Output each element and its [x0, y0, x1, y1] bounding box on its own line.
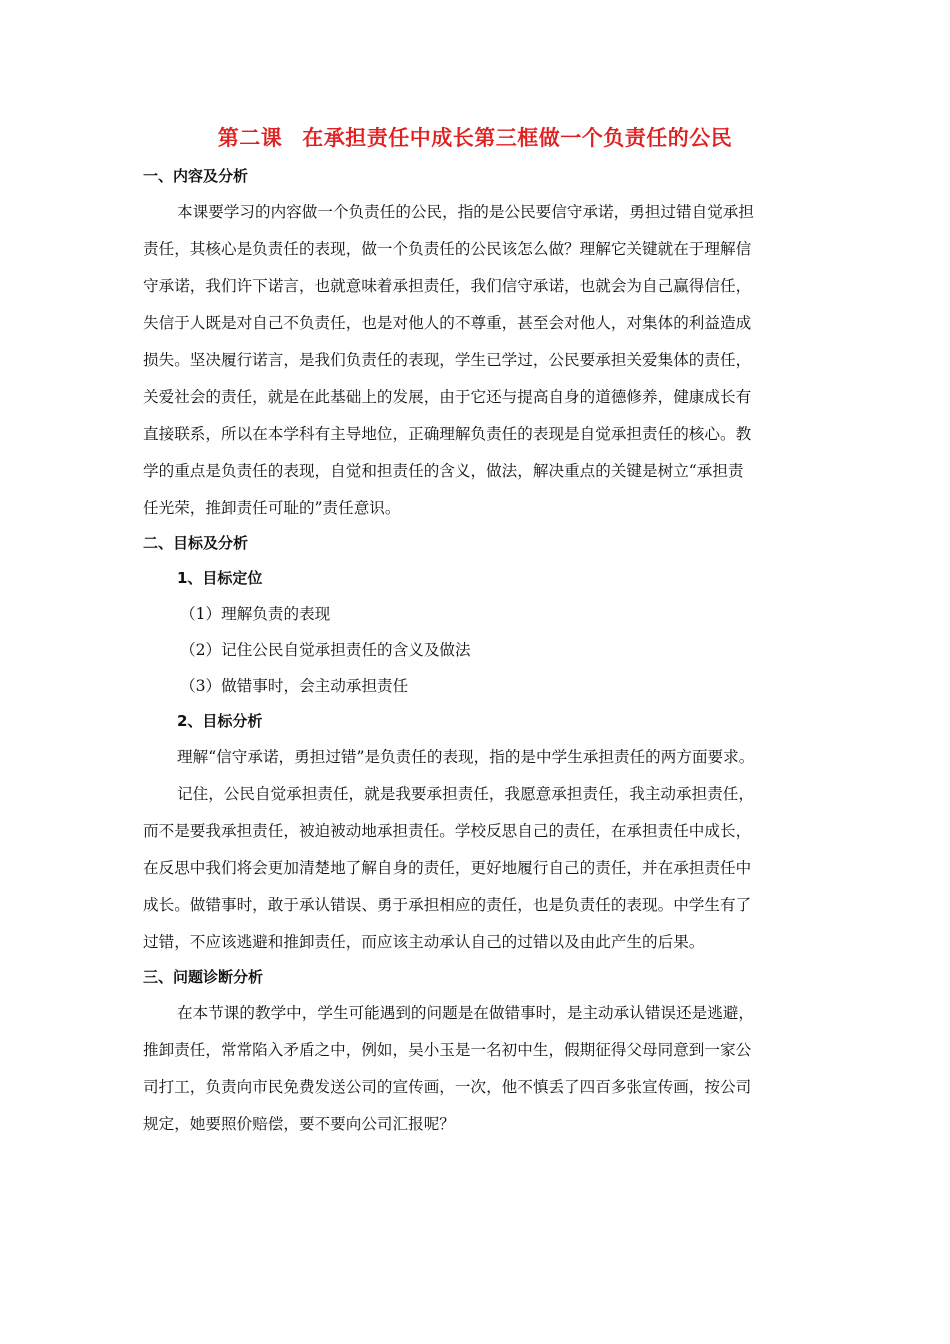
section-3-line: 在本节课的教学中，学生可能遇到的问题是在做错事时，是主动承认错误还是逃避，: [177, 1004, 754, 1022]
section-2-line: 理解“信守承诺，勇担过错”是负责任的表现，指的是中学生承担责任的两方面要求。: [177, 748, 755, 766]
section-3-line: 司打工，负责向市民免费发送公司的宣传画，一次，他不慎丢了四百多张宣传画，按公司: [143, 1078, 752, 1096]
goal-item: （2）记住公民自觉承担责任的含义及做法: [180, 641, 471, 659]
section-1-line: 守承诺，我们许下诺言，也就意味着承担责任，我们信守承诺，也就会为自己赢得信任，: [143, 277, 752, 295]
section-2-line: 而不是要我承担责任，被迫被动地承担责任。学校反思自己的责任，在承担责任中成长，: [143, 822, 752, 840]
section-2-line: 过错，不应该逃避和推卸责任，而应该主动承认自己的过错以及由此产生的后果。: [143, 933, 705, 951]
section-3-line: 规定，她要照价赔偿，要不要向公司汇报呢？: [143, 1115, 455, 1133]
section-1-line: 本课要学习的内容做一个负责任的公民，指的是公民要信守承诺，勇担过错自觉承担: [177, 203, 754, 221]
section-1-line: 直接联系，所以在本学科有主导地位，正确理解负责任的表现是自觉承担责任的核心。教: [143, 425, 752, 443]
section-2-line: 成长。做错事时，敢于承认错误、勇于承担相应的责任，也是负责任的表现。中学生有了: [143, 896, 752, 914]
section-2-line: 在反思中我们将会更加清楚地了解自身的责任，更好地履行自己的责任，并在承担责任中: [143, 859, 752, 877]
title-lesson: 第二课: [217, 126, 283, 150]
section-1-heading: 一、内容及分析: [143, 167, 249, 185]
section-2-heading: 二、目标及分析: [143, 534, 249, 552]
goal-item: （1）理解负责的表现: [180, 605, 331, 623]
section-1-line: 责任，其核心是负责任的表现，做一个负责任的公民该怎么做？理解它关键就在于理解信: [143, 240, 752, 258]
section-3-line: 推卸责任，常常陷入矛盾之中，例如，吴小玉是一名初中生，假期征得父母同意到一家公: [143, 1041, 752, 1059]
subsection-2-2-heading: 2、目标分析: [177, 712, 263, 730]
section-1-line: 学的重点是负责任的表现，自觉和担责任的含义，做法，解决重点的关键是树立“承担责: [143, 462, 744, 480]
section-1-line: 损失。坚决履行诺言，是我们负责任的表现，学生已学过，公民要承担关爱集体的责任，: [143, 351, 752, 369]
title-topic: 在承担责任中成长第三框做一个负责任的公民: [302, 126, 733, 150]
section-3-heading: 三、问题诊断分析: [143, 968, 264, 986]
section-1-line: 任光荣，推卸责任可耻的”责任意识。: [143, 499, 401, 517]
section-1-line: 关爱社会的责任，就是在此基础上的发展，由于它还与提高自身的道德修养，健康成长有: [143, 388, 752, 406]
section-1-line: 失信于人既是对自己不负责任，也是对他人的不尊重，甚至会对他人，对集体的利益造成: [143, 314, 752, 332]
section-2-line: 记住，公民自觉承担责任，就是我要承担责任，我愿意承担责任，我主动承担责任，: [177, 785, 754, 803]
document-title: [0, 122, 950, 152]
subsection-2-1-heading: 1、目标定位: [177, 569, 263, 587]
goal-item: （3）做错事时，会主动承担责任: [180, 677, 409, 695]
